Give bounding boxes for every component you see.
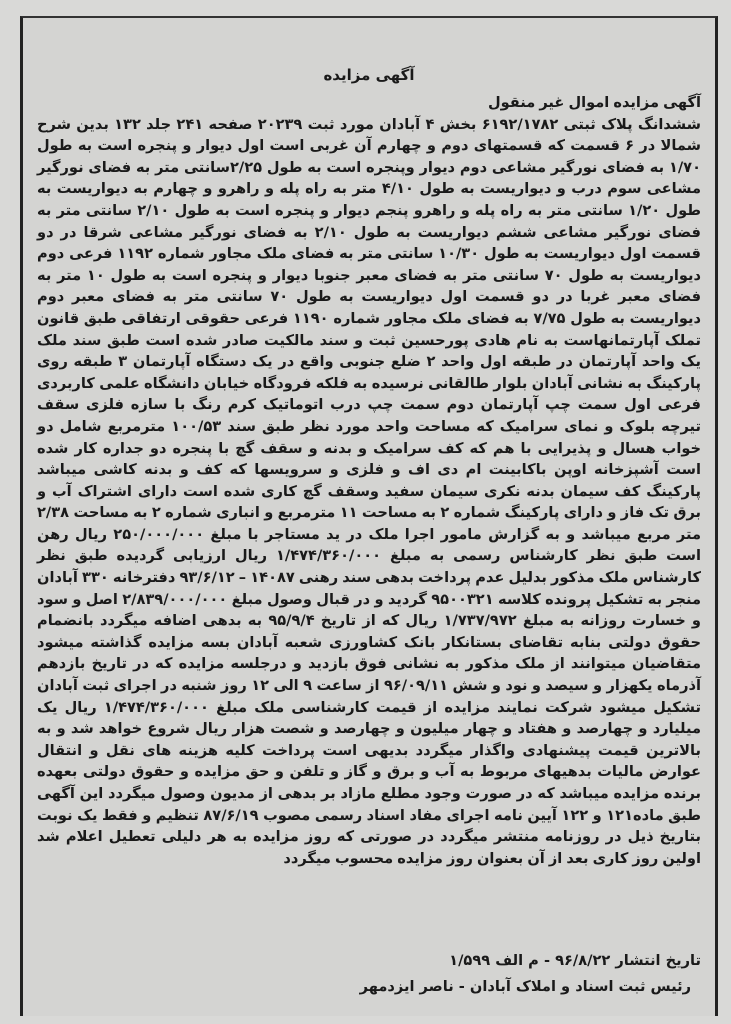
- notice-main-paragraph: ششدانگ پلاک ثبتی ۶۱۹۲/۱۷۸۲ بخش ۴ آبادان مورد ثبت ۲۰۲۳۹ صفحه ۲۴۱ جلد ۱۳۲ بدین شرح شمالا در ۶ قسمت که قسمتهای دوم و چهارم آن غربی است اول دیوار و پنجره است به طول ۱/۷۰ به فضای نورگیر مشاعی دوم دیوار وپنجره است به طول ۲/۲۵سانتی متر به فضای نورگیر مشاعی سوم درب و دیواریست به طول ۴/۱۰ متر به راه پله و راهرو و چهارم به دیواریست به طول ۱/۲۰ سانتی متر به راه پله و راهرو پنجم دیوار و پنجره است به طول ۲/۱۰ سانتی متر به فضای نورگیر مشاعی ششم دیواریست به طول ۲/۱۰ به فضای نورگیر مشاعی شرقا در دو قسمت اول دیواریست به طول ۱۰/۳۰ سانتی متر به فضای ملک مجاور شماره ۱۱۹۲ فرعی دوم دیواریست به طول ۷۰ سانتی متر به فضای معبر جنوبا دیوار و پنجره است به طول ۱۰ متر به فضای معبر غربا در دو قسمت اول دیواریست به طول ۷۰ سانتی متر به فضای معبر دوم دیواریست به طول ۷/۷۵ به فضای ملک مجاور شماره ۱۱۹۰ فرعی حقوقی ارتفاقی طبق قانون تملک آپارتمانهاست به نام هادی پورحسین ثبت و سند مالکیت صادر شده است طبق سند ملک یک واحد آپارتمان در طبقه اول واحد ۲ ضلع جنوبی واقع در یک دستگاه آپارتمان ۳ طبقه روی پارکینگ به نشانی آبادان بلوار طالقانی نرسیده به فلکه فرودگاه خیابان دانشگاه علمی کاربردی فرعی اول سمت چپ آپارتمان دوم سمت چپ درب اتوماتیک کرم رنگ با سازه فلزی سقف تیرچه بلوک و نمای سرامیک که مساحت واحد مورد نظر طبق سند ۱۰۰/۵۳ مترمربع شامل دو خواب هسال و پذیرایی با هم که کف سرامیک و بدنه و سقف گچ با پنجره دو جداره کار شده است آشپزخانه اوپن باکابینت ام دی اف و فلزی و سرویسها که کف و بدنه کاشی میباشد پارکینگ کف سیمان بدنه نکری سیمان سفید وسقف گچ کاری شده است دارای اشتراک آب و برق تک فاز و دارای پارکینگ شماره ۲ به مساحت ۱۱ مترمربع و انباری شماره ۲ به مساحت ۲/۳۸ متر مربع میباشد و به گزارش مامور اجرا ملک در ید مستاجر با مبلغ ۲۵۰/۰۰۰/۰۰۰ ریال رهن است طبق نظر کارشناس رسمی به مبلغ ۱/۴۷۴/۳۶۰/۰۰۰ ریال ارزیابی گردیده طبق نظر کارشناس ملک مذکور بدلیل عدم پرداخت بدهی سند رهنی ۱۴۰۸۷ – ۹۳/۶/۱۲ دفترخانه ۳۳۰ آبادان منجر به تشکیل پرونده کلاسه ۹۵۰۰۳۲۱ گردید و در قبال وصول مبلغ ۲/۸۳۹/۰۰۰/۰۰۰ اصل و سود و خسارت روزانه به مبلغ ۱/۷۳۷/۹۷۲ ریال که از تاریخ ۹۵/۹/۴ به بدهی اضافه میگردد بانضمام حقوق دولتی بنابه تقاضای بستانکار بانک کشاورزی شعبه آبادان بسه مزایده گذاشته میشود متقاضیان میتوانند از ملک مذکور به نشانی فوق بازدید و درجلسه مزایده که در تاریخ بازدهم آذرماه یکهزار و سیصد و نود و شش ۹۶/۰۹/۱۱ از ساعت ۹ الی ۱۲ روز شنبه در اجرای ثبت آبادان تشکیل میشود شرکت نمایند مزایده از قیمت کارشناسی ملک مبلغ ۱/۴۷۴/۳۶۰/۰۰۰ ریال یک میلیارد و چهارصد و هفتاد و چهار میلیون و چهارصد و شصت هزار ریال شروع خواهد شد و به بالاترین قیمت پیشنهادی واگذار میگردد بدیهی است پرداخت کلیه هزینه های نقل و انتقال عوارض مالیات بدهیهای مربوط به آب و برق و گاز و تلفن و حق مزایده و حقوق دولتی بعهده برنده مزایده میباشد که در صورت وجود مطلع مازاد بر بدهی از مدیون وصول میگردد این آگهی طبق ماده۱۲۱ و ۱۲۲ آیین نامه اجرای مفاد اسناد رسمی مصوب ۸۷/۶/۱۹ تنظیم و فقط یک نوبت بتاریخ ذیل در روزنامه منتشر میگردد در صورتی که روز مزایده به هر دلیلی تعطیل اعلام شد اولین روز کاری بعد از آن بعنوان روز مزایده محسوب میگردد: [37, 115, 702, 867]
- notice-body: [37, 92, 701, 869]
- notice-frame: [20, 16, 718, 1016]
- notice-subheading: آگهی مزایده اموال غیر منقول: [487, 94, 701, 111]
- publication-date-line: تاریخ انتشار ۹۶/۸/۲۲ - م الف ۱/۵۹۹: [449, 952, 701, 969]
- notice-heading: آگهی مزایده: [323, 66, 415, 84]
- signature-line: رئیس ثبت اسناد و املاک آبادان - ناصر ایزدمهر: [359, 978, 691, 995]
